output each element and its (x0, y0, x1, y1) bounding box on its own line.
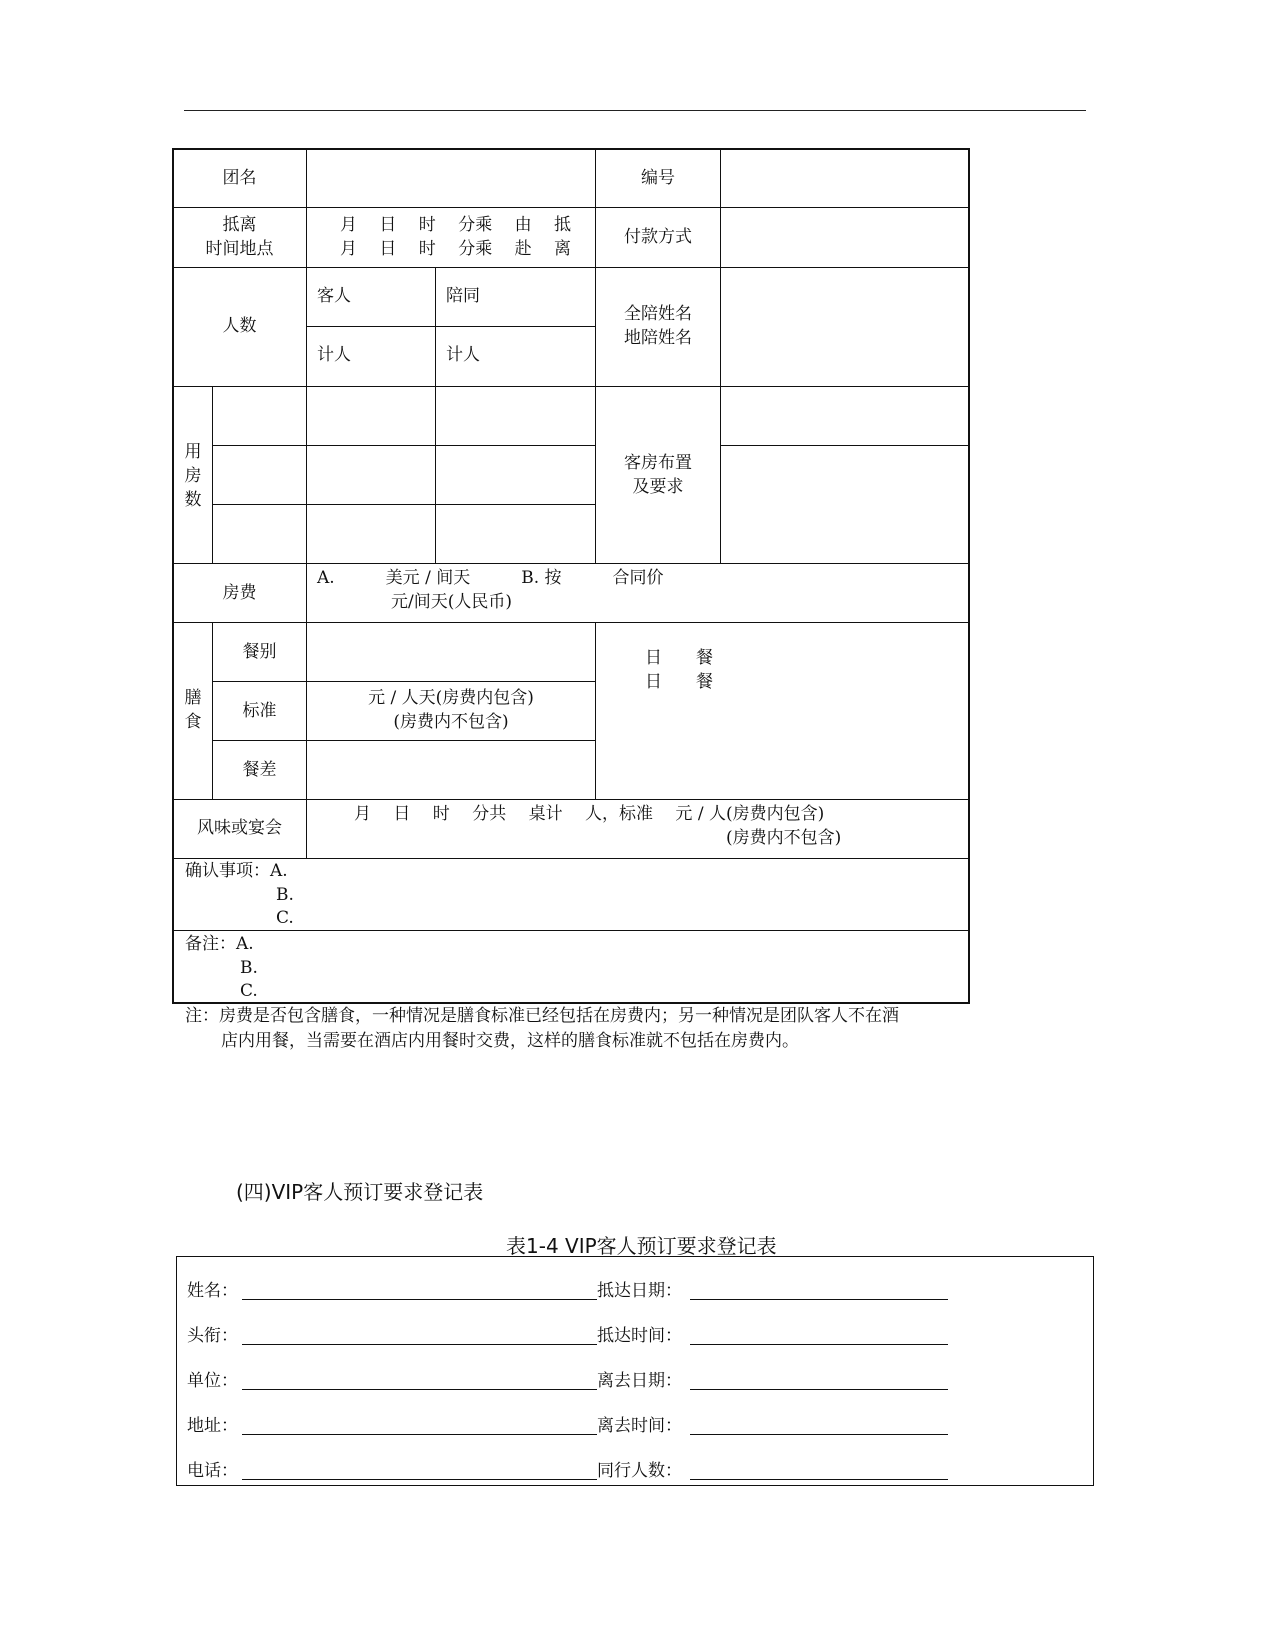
companions-label: 同行人数： (597, 1461, 682, 1481)
row-divider (212, 681, 596, 682)
row-divider (173, 799, 968, 800)
section-title: (四)VIP客人预订要求登记表 (236, 1180, 484, 1204)
address-label: 地址： (187, 1416, 238, 1436)
note-line-2: 店内用餐，当需要在酒店内用餐时交费，这样的膳食标准就不包括在房费内。 (221, 1031, 799, 1051)
header-rule (184, 110, 1086, 111)
escort-count-label: 计人 (446, 345, 480, 365)
address-field-line[interactable] (242, 1434, 597, 1435)
row-divider (173, 207, 968, 208)
row-divider (212, 445, 596, 446)
payment-label: 付款方式 (624, 227, 692, 247)
room-layout-label-2: 及要求 (632, 477, 684, 497)
group-name-label: 团名 (222, 168, 257, 188)
row-divider (173, 858, 968, 859)
confirm-b: B. (276, 885, 294, 905)
banquet-line-2: (房费内不包含) (726, 828, 842, 848)
arrival-date-label: 抵达日期： (597, 1281, 682, 1301)
meals-label: 膳食 (184, 688, 202, 732)
room-rate-line-2: 元/间天(人民币) (391, 592, 512, 612)
meal-day-line-2: 日 餐 (645, 672, 713, 692)
col-divider (720, 149, 721, 563)
arrive-depart-label-1: 抵离 (222, 215, 257, 235)
room-rate-label: 房费 (222, 583, 257, 603)
row-divider (212, 504, 596, 505)
meal-standard-label: 标准 (242, 701, 277, 721)
row-divider (720, 445, 968, 446)
guest-count-label: 计人 (317, 345, 351, 365)
room-layout-label-1: 客房布置 (624, 453, 692, 473)
escort-label: 陪同 (446, 286, 480, 306)
meal-day-line-1: 日 餐 (645, 648, 713, 668)
remarks-b: B. (240, 958, 258, 978)
col-divider (595, 149, 596, 563)
meal-diff-label: 餐差 (242, 760, 277, 780)
row-divider (173, 386, 968, 387)
vip-table-title: 表1-4 VIP客人预订要求登记表 (506, 1234, 777, 1258)
row-divider (306, 326, 596, 327)
arrival-date-field-line[interactable] (690, 1299, 948, 1300)
row-divider (212, 740, 596, 741)
phone-field-line[interactable] (242, 1479, 597, 1480)
confirm-label: 确认事项：A. (185, 861, 288, 881)
arrive-line: 月 日 时 分乘 由 抵 (340, 215, 572, 235)
number-label: 编号 (641, 168, 675, 188)
title-label: 头衔： (187, 1326, 238, 1346)
arrive-depart-label-2: 时间地点 (205, 239, 274, 259)
col-divider (435, 267, 436, 563)
arrival-time-field-line[interactable] (690, 1344, 948, 1345)
name-label: 姓名： (187, 1281, 238, 1301)
arrival-time-label: 抵达时间： (597, 1326, 682, 1346)
banquet-label: 风味或宴会 (197, 818, 282, 838)
meal-type-label: 餐别 (242, 642, 277, 662)
departure-date-label: 离去日期： (597, 1371, 682, 1391)
name-field-line[interactable] (242, 1299, 597, 1300)
col-divider (212, 386, 213, 563)
row-divider (173, 267, 968, 268)
headcount-label: 人数 (222, 316, 257, 336)
rooms-label: 用房数 (184, 442, 202, 510)
meal-standard-line-1: 元 / 人天(房费内包含) (368, 688, 534, 708)
row-divider (173, 930, 968, 931)
row-divider (173, 622, 968, 623)
phone-label: 电话： (187, 1461, 238, 1481)
remarks-label: 备注：A. (185, 934, 254, 954)
departure-date-field-line[interactable] (690, 1389, 948, 1390)
companions-field-line[interactable] (690, 1479, 948, 1480)
vip-registration-form (176, 1256, 1094, 1486)
meal-standard-line-2: (房费内不包含) (393, 712, 509, 732)
col-divider (306, 799, 307, 858)
depart-line: 月 日 时 分乘 赴 离 (340, 239, 572, 259)
title-field-line[interactable] (242, 1344, 597, 1345)
organization-label: 单位： (187, 1371, 238, 1391)
departure-time-field-line[interactable] (690, 1434, 948, 1435)
col-divider (595, 622, 596, 799)
departure-time-label: 离去时间： (597, 1416, 682, 1436)
guide-label-2: 地陪姓名 (624, 328, 692, 348)
note-line-1: 注：房费是否包含膳食，一种情况是膳食标准已经包括在房费内；另一种情况是团队客人不在酒 (185, 1006, 899, 1026)
guide-label-1: 全陪姓名 (624, 304, 692, 324)
confirm-c: C. (276, 908, 294, 928)
remarks-c: C. (240, 981, 258, 1001)
guest-label: 客人 (317, 286, 351, 306)
row-divider (173, 563, 968, 564)
organization-field-line[interactable] (242, 1389, 597, 1390)
room-rate-line-1: A. 美元 / 间天 B. 按 合同价 (317, 568, 664, 588)
banquet-line-1: 月 日 时 分共 桌计 人，标准 元 / 人(房费内包含) (354, 804, 825, 824)
